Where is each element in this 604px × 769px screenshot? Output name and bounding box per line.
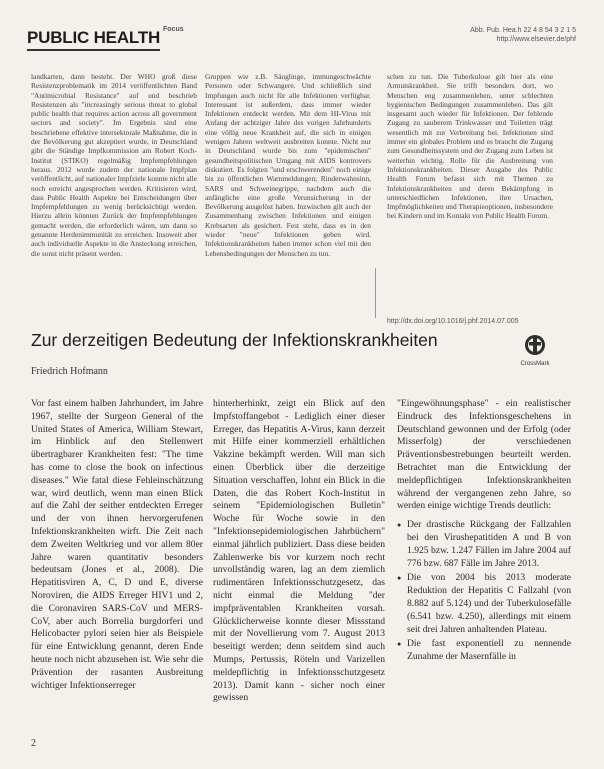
article-author: Friedrich Hofmann [31,366,108,377]
previous-article-column-2 [205,72,371,324]
previous-article-text-1: landkarten, dann besteht. Der WHO groß diese Resistenzproblematik im 2014 veröffentlichten Band "Antimicrobial Resistance" auf und beschrieb Resistenzen als "increasingly serious threat to global public health that requires action across all government sectors and society". Im Ergebnis sind eine beschriebene effektive intersektorale Maßnahme, die in der Bevölkerung gut akzeptiert wurde, in Deutschland gibt die Ständige Impfkommission am Robert Koch-Institut (STIKO) regelmäßig Impfempfehlungen heraus. 2012 wurde zudem der nationale Impfplan veröffentlicht, auf nationaler Impfziele konnte nicht alle noch erreicht angesprochen werden. Kritisieren wird, dass Public Health Aspekte bei Entscheidungen über Impfempfehlungen zu wenig berücksichtigt werden. Hierzu allein könnten Zurück der Impfempfehlungen gemacht werden, die erforderlich wären, um dann so genannte Herdenimmunität zu erreichen. Insoweit aber auch individuelle Aspekte in die Ansteckung erreichen, die sonst nicht präsent werden. [31,72,197,258]
journal-citation: Abb. Pub. Hea.h 22 4 8 54 3 2 1 5 [470,27,576,34]
trend-item: ● Der drastische Rückgang der Fallzahlen bei den Virushepatitiden A und B von 1.925 bzw. 1.247 Fällen im Jahre 2004 auf 776 bzw. 687 Fälle im Jahre 2013. [407,519,571,570]
trend-list [397,519,571,664]
article-column-2 [213,398,385,733]
journal-url: http://www.elsevier.de/phf [496,36,576,43]
logo-focus-label: Focus [163,26,184,33]
logo-text: PUBLIC HEALTH [27,28,160,51]
article-text-1: Vor fast einem halben Jahrhundert, im Jahre 1967, stellte der Surgeon General of the United States of America, William Stewart, im Hinblick auf den Stellenwert übertragbarer Krankheiten fest: "The time has come to close the book on infectious diseases." Wie fatal diese Fehleinschätzung war, wird deutlich, wenn man einen Blick auf die Zahl der seither entdeckten Erreger und der von ihnen hervorgerufenen Infektionskrankheiten wirft. Die Zeit nach dem Zweiten Weltkrieg und vor allem 80er Jahre waren quantitativ besonders bedeutsam (Jones et al., 2008). Die Hepatitisviren A, C, D und E, diverse Noroviren, die AIDS Erreger HIV1 und 2, die Coronaviren SARS-CoV und MERS-CoV, aber auch Borrelia burgdorferi und Helicobacter pylori seien hier als Beispiele für eine Entwicklung genannt, deren Ende heute noch nicht abzusehen ist. Wie sehr die Prävention der rasanten Ausbreitung wichtiger Infektionserreger [31,398,203,691]
doi-link[interactable]: http://dx.doi.org/10.1016/j.phf.2014.07.005 [387,318,519,325]
crossmark-icon [524,334,546,356]
crossmark-badge[interactable] [520,334,550,367]
previous-article-column-3 [387,72,553,312]
article-text-3: "Eingewöhnungsphase" - ein realistischer Eindruck des Infektionsgeschehens in Deutschland gewonnen und der Erfolg (oder Misserfolg) der verschiedenen Präventionsbestrebungen beurteilt werden. Betrachtet man die Entwicklung der meldepflichtigen Infektionskrankheiten während der vergangenen zehn Jahre, so werden einige wichtige Trends deutlich: [397,398,571,512]
trend-item: ● Die fast exponentiell zu nennende Zunahme der Masernfälle in [407,638,571,664]
journal-info [470,26,576,44]
article-column-1 [31,398,203,733]
page-number: 2 [31,738,36,749]
article-text-2: hinterherhinkt, zeigt ein Blick auf den Impfstoffangebot - Lediglich einer dieser Erreger, das Hepatitis A-Virus, kann derzeit mit Hilfe einer kommerziell erhältlichen Vakzine bekämpft werden. Will man sich einen Überblick über die derzeitige Situation verschaffen, lohnt ein Blick in die Daten, die das Robert Koch-Institut in seinem "Epidemiologischen Bulletin" Woche für Woche sowie in den "Infektionsepidemiologischen Jahrbüchern" einmal jährlich publiziert. Dass diese beiden Zahlenwerke bis vor kurzem noch recht unvollständig waren, lag an dem ziemlich rudimentären Infektionsschutzgesetz, das nicht einmal die Meldung "der impfpräventablen Krankheiten vorsah. Glücklicherweise konnte dieser Missstand mit der Novellierung vom 7. August 2013 beseitigt werden; denn seitdem sind auch Mumps, Pertussis, Röteln und Varizellen meldepflichtig in Infektionsschutzgesetz 2013). Damit kann - sicher noch einer gewissen [213,398,385,704]
trend-item: ● Die von 2004 bis 2013 moderate Reduktion der Hepatitis C Fallzahl (von 8.882 auf 5.124) und der Tuberkulosefälle (6.541 bzw. 4.250), allerdings mit einem seit drei Jahren anhaltenden Plateau. [407,572,571,636]
previous-article-column-1 [31,72,197,312]
article-column-3 [397,398,571,733]
column-divider [375,268,376,318]
previous-article-text-3: schen zu tun. Die Tuberkulose gilt hier als eine Armutskrankheit. Sie trifft besonders dort, wo Menschen eng zusammenleben, unter schlechten hygienischen Bedingungen zusammenleben. Das gilt insgesamt auch wieder für Infektionen. Der fehlende Zugang zu sauberem Trinkwasser und Toiletten trägt wesentlich mit zur Verbreitung bei. Infektionen sind immer ein globales Problem und es braucht die Zugang zum Gesundheitssystem und der Zugang zum Leben ist weiterhin wichtig. Rolle für die Ausbreitung von Infektionskrankheiten. Dieser Ausgabe des Public Health Forum befasst sich mit Themen zu Infektionskrankheiten und deren Bekämpfung in unterschiedlichen Infektionen, ihre Ursachen, Impfmöglichkeiten und Therapieoptionen, insbesondere bei Kindern und im Kontakt von Public Health Forum. [387,72,553,221]
article-title: Zur derzeitigen Bedeutung der Infektionskrankheiten [31,330,438,350]
previous-article-text-2: Gruppen wie z.B. Säuglinge, immungeschwächte Personen oder Schwangere. Und schließlich sind Impfungen auch nicht für alle Infektionen verfügbar. Interessant ist außerdem, dass immer wieder Infektionen entdeckt werden. Mit dem HI-Virus mit Anfang der achtziger Jahre des vorigen Jahrhunderts eine völlig neue Krankheit auf, die sich in einigen wenigen Jahren weltweit ausbreiten konnte. Nicht nur in Deutschland wurde bis zum "epidemischen" gesundheitspolitischen Umgang mit AIDS kontrovers diskutiert. Es folgten "und erschwerenden" noch einige bis zu öffentlichen Warnmeldungen; Rinderwahnsinn, SARS und Schweinegrippe, nachdem auch die anfängliche eine große Verunsicherung in der Bevölkerung ausgelöst haben. Inzwischen gilt auch der Zusammenhang zwischen Infektionen und einigen Krebsarten als gesichert. Fest steht, dass es in den wieder "neue" Infektionen geben wird. Infektionskrankheiten haben immer schon viel mit den Lebensbedingungen der Menschen zu tun. [205,72,371,258]
journal-logo [27,26,184,51]
crossmark-label: CrossMark [520,361,550,367]
